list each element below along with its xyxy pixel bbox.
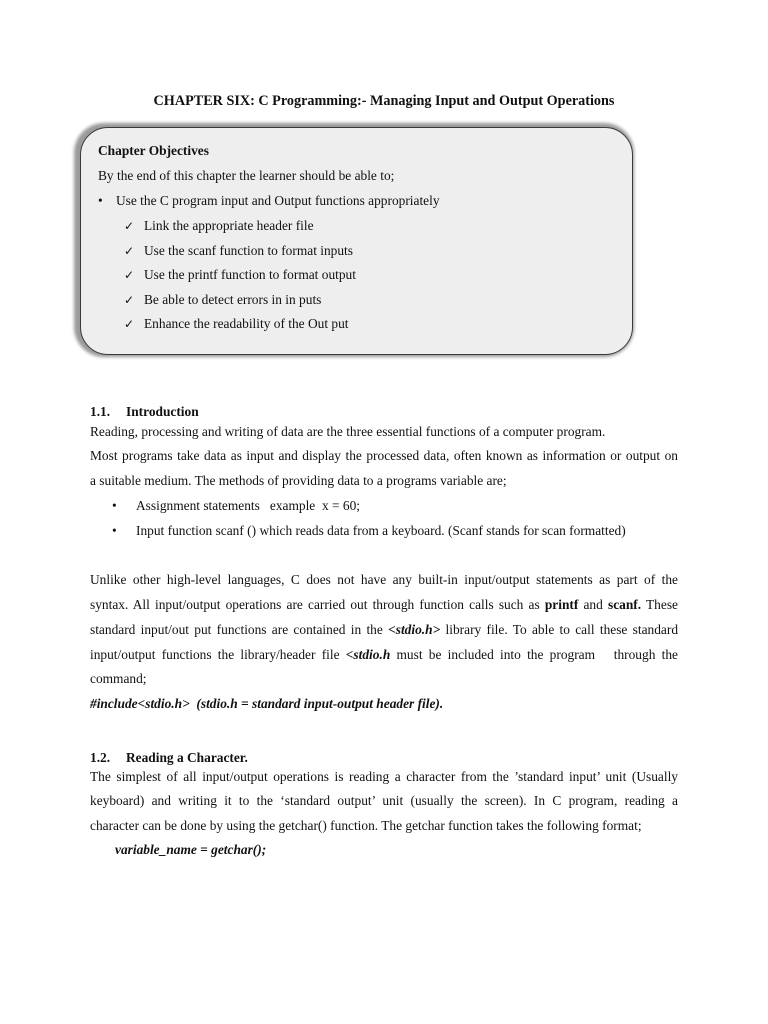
- objectives-bullet: [98, 193, 440, 209]
- section-heading-introduction: [90, 404, 199, 420]
- text-run: These: [646, 597, 678, 612]
- bullet-icon: •: [98, 193, 103, 208]
- objective-check-item: [124, 267, 356, 283]
- checkmark-icon: ✓: [124, 293, 135, 307]
- objective-check-text: Enhance the readability of the Out put: [144, 316, 349, 331]
- objective-check-text: Link the appropriate header file: [144, 218, 314, 233]
- section-number: 1.1.: [90, 404, 111, 419]
- objective-check-text: Be able to detect errors in in puts: [144, 292, 322, 307]
- body-paragraph-line: keyboard) and writing it to the ‘standard output’ unit (usually the screen). In C program, reading a: [90, 793, 678, 808]
- body-paragraph-line: Unlike other high-level languages, C does not have any built-in input/output statements as part of the: [90, 572, 678, 587]
- intro-paragraph-2-line: Most programs take data as input and display the processed data, often known as information or output on: [90, 448, 678, 463]
- list-item: [112, 498, 360, 514]
- body-paragraph-line: character can be done by using the getchar() function. The getchar function takes the following format;: [90, 818, 642, 833]
- body-paragraph-line: [90, 597, 678, 613]
- objective-check-item: [124, 292, 321, 308]
- list-item-text: Input function scanf () which reads data from a keyboard. (Scanf stands for scan formatted): [136, 523, 626, 538]
- objective-check-item: [124, 243, 353, 259]
- text-run: must be included into the program through the: [396, 647, 678, 662]
- text-run: input/output functions the library/header file: [90, 647, 340, 662]
- text-run: library file. To able to call these standard: [445, 622, 679, 637]
- bullet-icon: •: [112, 523, 117, 538]
- checkmark-icon: ✓: [124, 244, 135, 258]
- text-run: standard input/out put functions are contained in the: [90, 622, 383, 637]
- list-item-text: Assignment statements example x = 60;: [136, 498, 360, 513]
- body-paragraph-line: [90, 622, 678, 638]
- getchar-format-code: variable_name = getchar();: [115, 842, 267, 857]
- body-paragraph-line: command;: [90, 671, 147, 686]
- section-title: Introduction: [126, 404, 199, 419]
- body-paragraph-line: The simplest of all input/output operations is reading a character from the ’standard input’ unit (Usually: [90, 769, 678, 784]
- list-item: [112, 523, 626, 539]
- objective-check-item: [124, 218, 314, 234]
- text-run: syntax. All input/output operations are carried out through function calls such as: [90, 597, 540, 612]
- objective-check-item: [124, 316, 349, 332]
- objective-check-text: Use the printf function to format output: [144, 267, 356, 282]
- scanf-term: scanf.: [607, 597, 642, 612]
- section-title: Reading a Character.: [126, 750, 248, 765]
- stdio-header-term: <stdio.h: [345, 647, 391, 662]
- objectives-intro: By the end of this chapter the learner should be able to;: [98, 168, 395, 183]
- text-run: and: [583, 597, 603, 612]
- checkmark-icon: ✓: [124, 219, 135, 233]
- stdio-header-term: <stdio.h>: [388, 622, 441, 637]
- intro-paragraph-2-line: a suitable medium. The methods of providing data to a programs variable are;: [90, 473, 507, 488]
- include-directive: #include<stdio.h> (stdio.h = standard input-output header file).: [90, 696, 444, 711]
- objectives-heading: Chapter Objectives: [98, 143, 209, 158]
- body-paragraph-line: [90, 647, 678, 663]
- checkmark-icon: ✓: [124, 317, 135, 331]
- bullet-icon: •: [112, 498, 117, 513]
- section-number: 1.2.: [90, 750, 111, 765]
- checkmark-icon: ✓: [124, 268, 135, 282]
- chapter-title: CHAPTER SIX: C Programming:- Managing Input and Output Operations: [153, 93, 615, 109]
- objectives-bullet-text: Use the C program input and Output functions appropriately: [116, 193, 440, 208]
- section-heading-reading-character: [90, 750, 248, 766]
- objective-check-text: Use the scanf function to format inputs: [144, 243, 353, 258]
- intro-paragraph-1: Reading, processing and writing of data are the three essential functions of a computer program.: [90, 424, 606, 439]
- printf-term: printf: [544, 597, 579, 612]
